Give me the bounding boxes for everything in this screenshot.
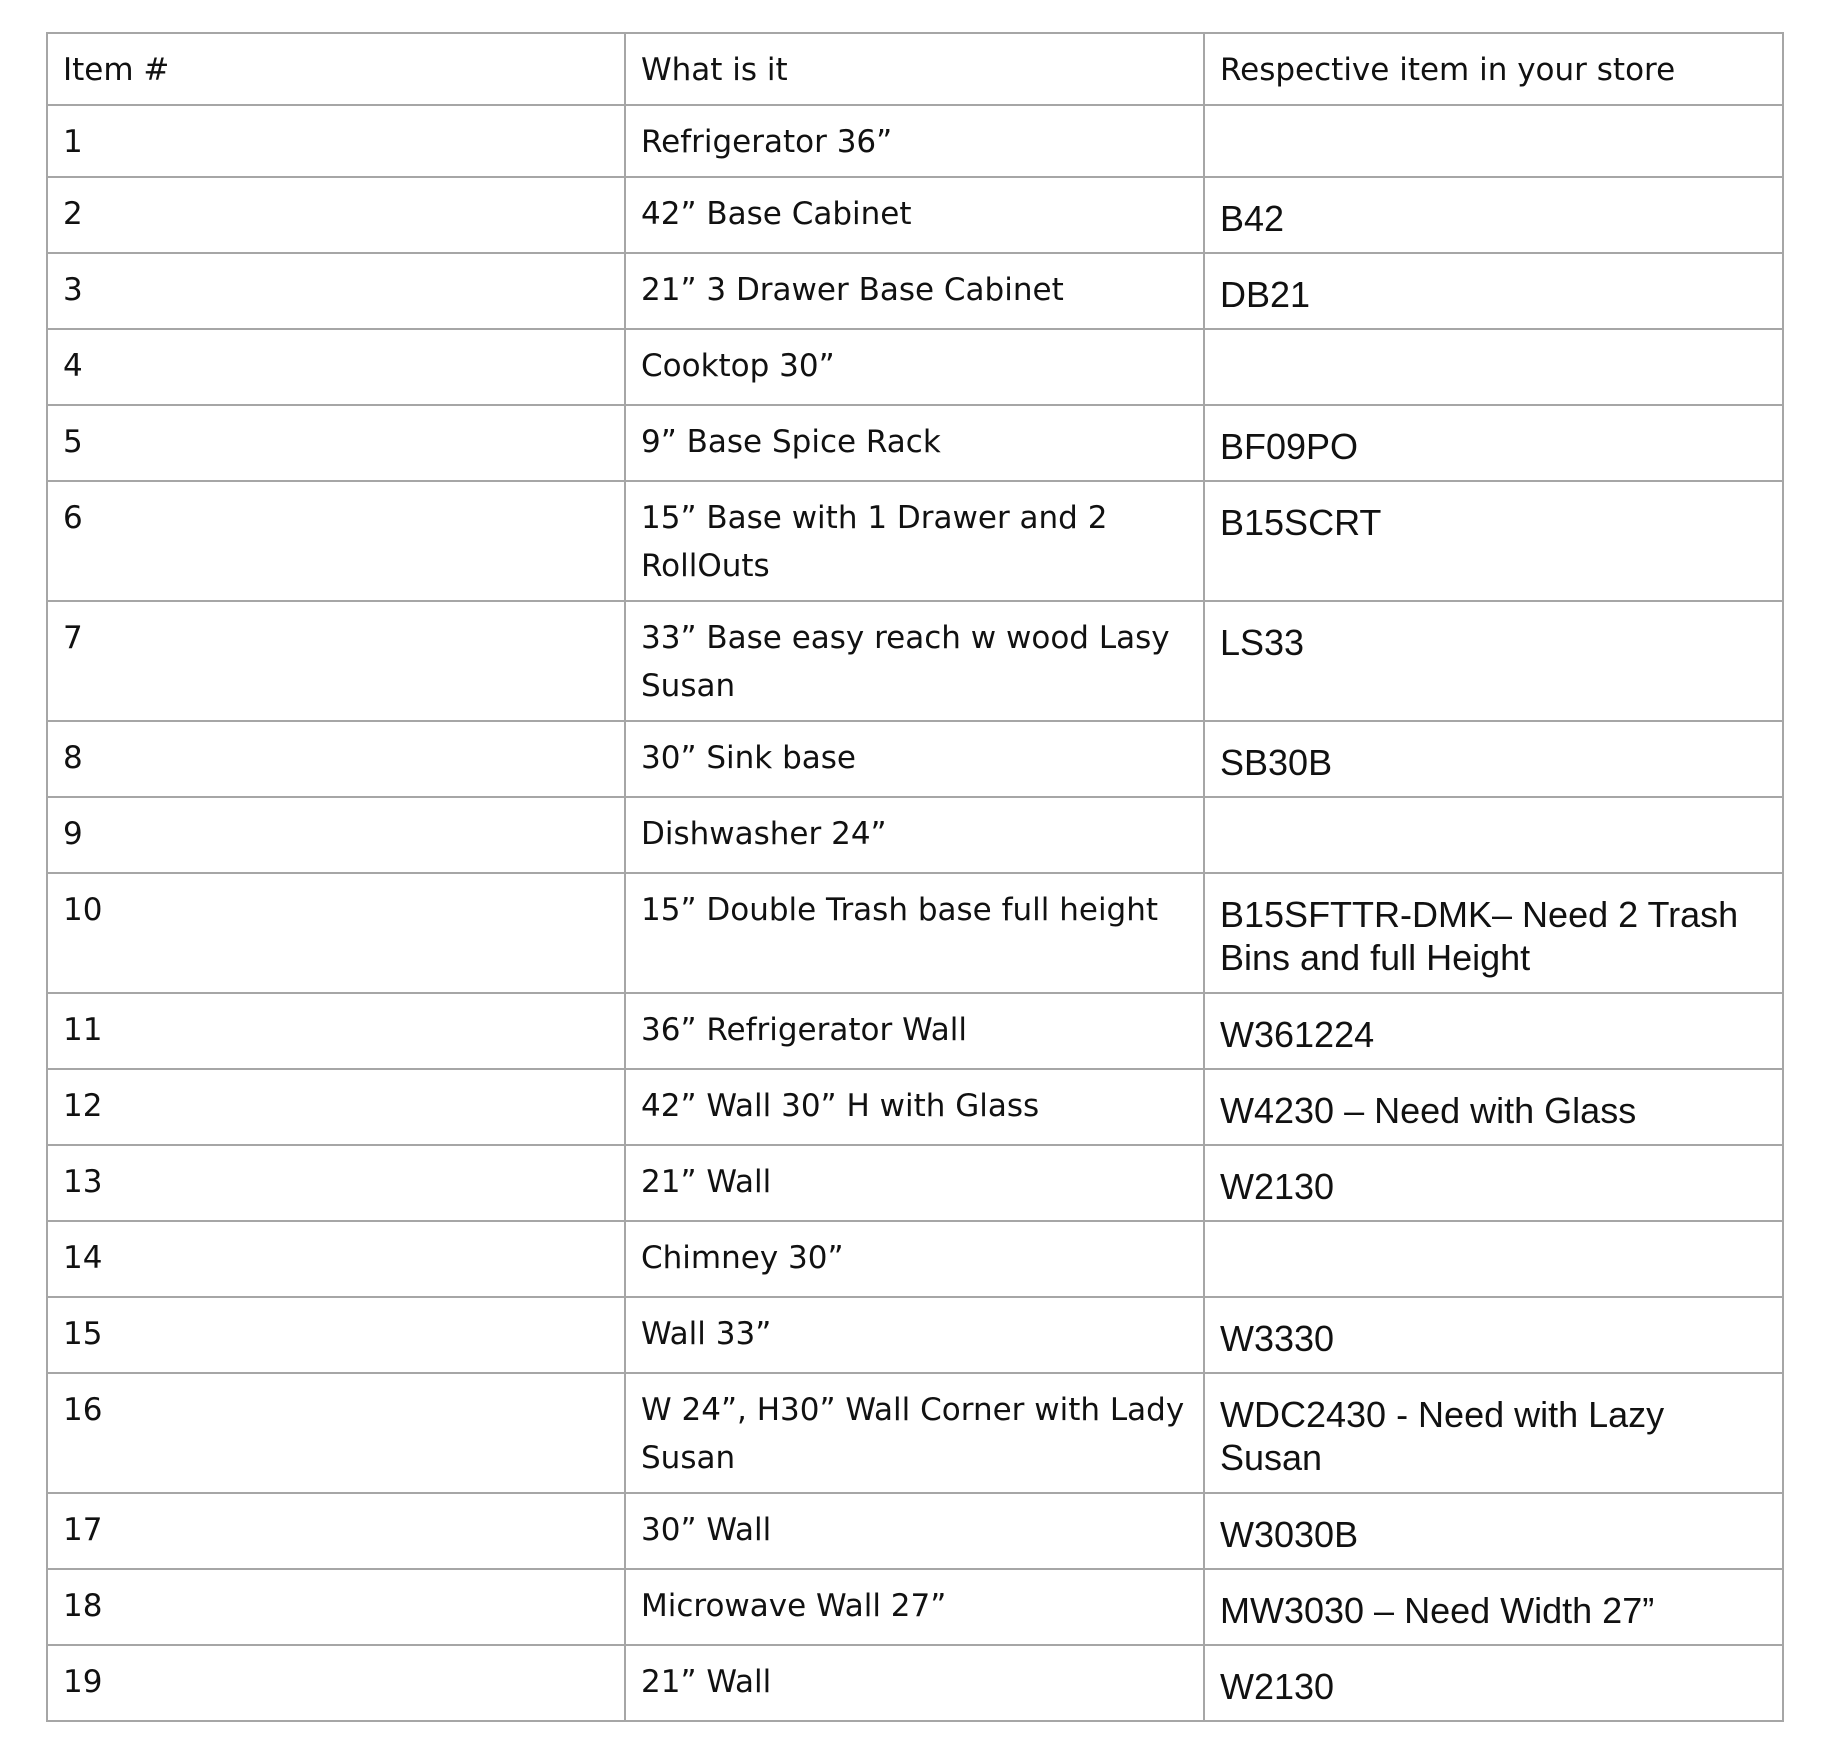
store-item-cell — [1204, 329, 1783, 405]
table-row — [47, 329, 1783, 405]
table-row — [47, 1493, 1783, 1569]
item-number: 17 — [63, 1512, 103, 1548]
item-number: 3 — [63, 272, 83, 308]
item-number-cell — [47, 993, 625, 1069]
item-description: 21” 3 Drawer Base Cabinet — [641, 272, 1064, 308]
store-item-code — [1220, 798, 1767, 827]
item-number: 2 — [63, 196, 83, 232]
header-cell — [1204, 33, 1783, 105]
item-description: Refrigerator 36” — [641, 124, 893, 160]
item-number: 16 — [63, 1392, 103, 1428]
header-row — [47, 33, 1783, 105]
item-number: 11 — [63, 1012, 103, 1048]
item-description: Chimney 30” — [641, 1240, 844, 1276]
table-row — [47, 253, 1783, 329]
store-item-cell — [1204, 797, 1783, 873]
description-cell — [625, 1645, 1204, 1721]
table-row — [47, 481, 1783, 601]
item-number-cell — [47, 1069, 625, 1145]
store-item-code: W361224 — [1220, 1014, 1375, 1055]
store-item-code: B15SFTTR-DMK– Need 2 Trash Bins and full Height — [1220, 894, 1739, 978]
header-store-item: Respective item in your store — [1220, 52, 1676, 88]
store-item-code: SB30B — [1220, 742, 1333, 783]
store-item-code: W2130 — [1220, 1166, 1335, 1207]
item-number: 7 — [63, 620, 83, 656]
item-description: 30” Wall — [641, 1512, 772, 1548]
store-item-cell — [1204, 721, 1783, 797]
item-description: W 24”, H30” Wall Corner with Lady Susan — [641, 1392, 1185, 1476]
store-item-code: W3330 — [1220, 1318, 1335, 1359]
table-row — [47, 1373, 1783, 1493]
header-item-number: Item # — [63, 52, 170, 88]
item-number-cell — [47, 1145, 625, 1221]
item-description: Microwave Wall 27” — [641, 1588, 947, 1624]
item-number-cell — [47, 1373, 625, 1493]
store-item-cell — [1204, 1569, 1783, 1645]
header-cell — [625, 33, 1204, 105]
table-row — [47, 1221, 1783, 1297]
item-number: 13 — [63, 1164, 103, 1200]
item-description: Cooktop 30” — [641, 348, 835, 384]
item-number: 10 — [63, 892, 103, 928]
store-item-cell — [1204, 1645, 1783, 1721]
store-item-cell — [1204, 405, 1783, 481]
item-number-cell — [47, 797, 625, 873]
store-item-code: W3030B — [1220, 1514, 1359, 1555]
table-row — [47, 1569, 1783, 1645]
item-number-cell — [47, 873, 625, 993]
description-cell — [625, 1569, 1204, 1645]
item-number-cell — [47, 1645, 625, 1721]
item-number: 18 — [63, 1588, 103, 1624]
store-item-cell — [1204, 1069, 1783, 1145]
store-item-cell — [1204, 177, 1783, 253]
store-item-cell — [1204, 105, 1783, 177]
store-item-code: LS33 — [1220, 622, 1305, 663]
item-number-cell — [47, 329, 625, 405]
description-cell — [625, 481, 1204, 601]
table-row — [47, 177, 1783, 253]
item-description: 15” Base with 1 Drawer and 2 RollOuts — [641, 500, 1108, 584]
table-row — [47, 721, 1783, 797]
table-row — [47, 1145, 1783, 1221]
description-cell — [625, 253, 1204, 329]
store-item-cell — [1204, 1373, 1783, 1493]
item-number: 8 — [63, 740, 83, 776]
description-cell — [625, 721, 1204, 797]
item-description: 30” Sink base — [641, 740, 857, 776]
table-row — [47, 405, 1783, 481]
store-item-cell — [1204, 1493, 1783, 1569]
item-number-cell — [47, 253, 625, 329]
item-number: 1 — [63, 124, 83, 160]
store-item-cell — [1204, 253, 1783, 329]
item-number: 12 — [63, 1088, 103, 1124]
description-cell — [625, 601, 1204, 721]
item-description: Wall 33” — [641, 1316, 772, 1352]
item-number-cell — [47, 1297, 625, 1373]
store-item-cell — [1204, 1221, 1783, 1297]
table-row — [47, 1069, 1783, 1145]
item-number: 9 — [63, 816, 83, 852]
description-cell — [625, 993, 1204, 1069]
table-row — [47, 601, 1783, 721]
item-number: 5 — [63, 424, 83, 460]
store-item-cell — [1204, 993, 1783, 1069]
store-item-code: DB21 — [1220, 274, 1311, 315]
item-description: 42” Base Cabinet — [641, 196, 912, 232]
store-item-cell — [1204, 1297, 1783, 1373]
description-cell — [625, 1069, 1204, 1145]
store-item-cell — [1204, 481, 1783, 601]
table-row — [47, 797, 1783, 873]
description-cell — [625, 405, 1204, 481]
table-row — [47, 873, 1783, 993]
item-number-cell — [47, 601, 625, 721]
store-item-code: B15SCRT — [1220, 502, 1382, 543]
store-item-code — [1220, 1222, 1767, 1251]
store-item-code: W2130 — [1220, 1666, 1335, 1707]
description-cell — [625, 1145, 1204, 1221]
item-number-cell — [47, 105, 625, 177]
description-cell — [625, 797, 1204, 873]
store-item-code — [1220, 330, 1767, 359]
description-cell — [625, 1493, 1204, 1569]
table-row — [47, 105, 1783, 177]
store-item-code: W4230 – Need with Glass — [1220, 1090, 1637, 1131]
table-row — [47, 993, 1783, 1069]
store-item-code: WDC2430 - Need with Lazy Susan — [1220, 1394, 1665, 1478]
item-number-cell — [47, 177, 625, 253]
item-description: 36” Refrigerator Wall — [641, 1012, 967, 1048]
item-number: 19 — [63, 1664, 103, 1700]
item-number-cell — [47, 481, 625, 601]
description-cell — [625, 1373, 1204, 1493]
item-number-cell — [47, 1221, 625, 1297]
item-number: 4 — [63, 348, 83, 384]
item-number: 6 — [63, 500, 83, 536]
store-item-cell — [1204, 873, 1783, 993]
item-number-cell — [47, 721, 625, 797]
item-description: 15” Double Trash base full height — [641, 892, 1159, 928]
item-description: Dishwasher 24” — [641, 816, 887, 852]
store-item-code: B42 — [1220, 198, 1285, 239]
item-description: 21” Wall — [641, 1164, 772, 1200]
store-item-cell — [1204, 601, 1783, 721]
description-cell — [625, 105, 1204, 177]
item-number-cell — [47, 1493, 625, 1569]
item-description: 42” Wall 30” H with Glass — [641, 1088, 1040, 1124]
header-what-is-it: What is it — [641, 52, 788, 88]
item-number: 14 — [63, 1240, 103, 1276]
store-item-code: MW3030 – Need Width 27” — [1220, 1590, 1655, 1631]
description-cell — [625, 177, 1204, 253]
description-cell — [625, 1221, 1204, 1297]
store-item-cell — [1204, 1145, 1783, 1221]
store-item-code: BF09PO — [1220, 426, 1359, 467]
table-row — [47, 1297, 1783, 1373]
description-cell — [625, 1297, 1204, 1373]
description-cell — [625, 873, 1204, 993]
item-number-cell — [47, 405, 625, 481]
item-description: 21” Wall — [641, 1664, 772, 1700]
header-cell — [47, 33, 625, 105]
description-cell — [625, 329, 1204, 405]
item-description: 9” Base Spice Rack — [641, 424, 941, 460]
table-row — [47, 1645, 1783, 1721]
item-number: 15 — [63, 1316, 103, 1352]
item-description: 33” Base easy reach w wood Lasy Susan — [641, 620, 1170, 704]
item-number-cell — [47, 1569, 625, 1645]
cabinet-items-table — [46, 32, 1784, 1722]
store-item-code — [1220, 106, 1767, 135]
